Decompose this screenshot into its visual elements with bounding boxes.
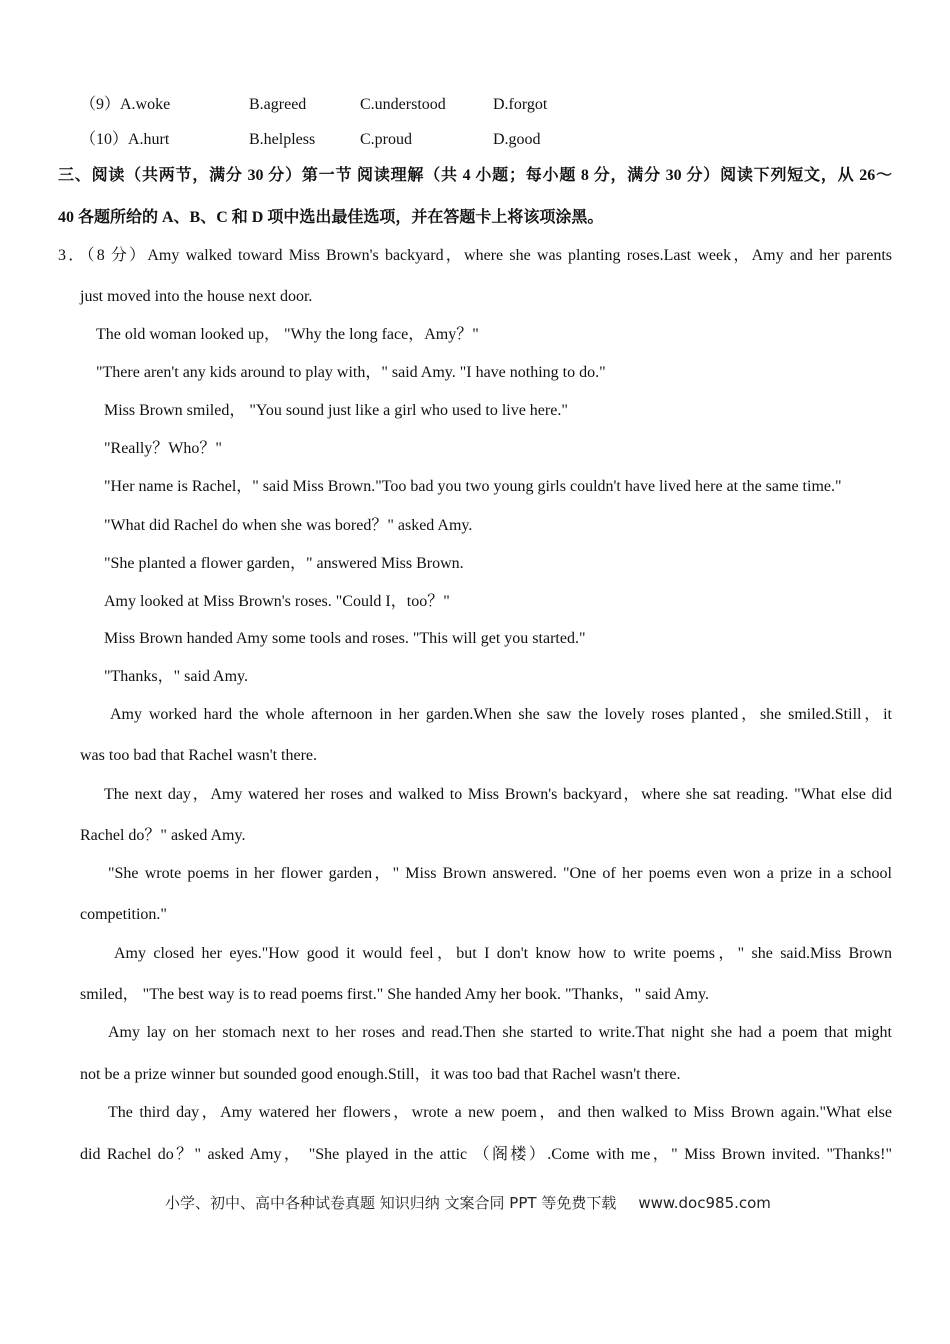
paragraph-8: Amy looked at Miss Brown's roses. "Could I，too？" bbox=[104, 593, 450, 610]
option-9-c: C.understood bbox=[360, 96, 446, 113]
section-heading bbox=[58, 166, 892, 186]
paragraph-12 bbox=[104, 785, 892, 805]
paragraph-15-line-1: Amy lay on her stomach next to her roses and read.Then she started to write.That night she had a poem that might bbox=[108, 1024, 892, 1041]
paragraph-1: The old woman looked up， "Why the long face，Amy？" bbox=[96, 326, 479, 343]
paragraph-13-line-2: competition." bbox=[80, 906, 167, 923]
paragraph-15 bbox=[108, 1023, 892, 1043]
option-10-c: C.proud bbox=[360, 131, 412, 148]
paragraph-3: Miss Brown smiled， "You sound just like a girl who used to live here." bbox=[104, 402, 568, 419]
section-heading-line-1: 三、阅读（共两节，满分 30 分）第一节 阅读理解（共 4 小题；每小题 8 分，满分 30 分）阅读下列短文，从 26～ bbox=[58, 167, 892, 184]
paragraph-15-line-2: not be a prize winner but sounded good enough.Still，it was too bad that Rachel wasn't there. bbox=[80, 1066, 681, 1083]
paragraph-12-line-2: Rachel do？" asked Amy. bbox=[80, 827, 246, 844]
paragraph-13-line-1: "She wrote poems in her flower garden，" Miss Brown answered. "One of her poems even won a prize in a school bbox=[108, 865, 892, 882]
paragraph-16-line-2: did Rachel do？" asked Amy， "She played in the attic （阁楼）.Come with me，" Miss Brown invited. "Thanks!" bbox=[80, 1146, 892, 1163]
paragraph-6: "What did Rachel do when she was bored？" asked Amy. bbox=[104, 517, 473, 534]
footer-url[interactable]: www.doc985.com bbox=[638, 1194, 771, 1212]
question-intro bbox=[58, 246, 892, 266]
option-9-d: D.forgot bbox=[493, 96, 548, 113]
paragraph-2: "There aren't any kids around to play with，" said Amy. "I have nothing to do." bbox=[96, 364, 606, 381]
footer-text: 小学、初中、高中各种试卷真题 知识归纳 文案合同 PPT 等免费下载 bbox=[165, 1194, 617, 1212]
option-9-b: B.agreed bbox=[249, 96, 307, 113]
option-10-d: D.good bbox=[493, 131, 541, 148]
option-10-a: （10）A.hurt bbox=[80, 131, 170, 148]
option-10-b: B.helpless bbox=[249, 131, 316, 148]
section-heading-line-2: 40 各题所给的 A、B、C 和 D 项中选出最佳选项，并在答题卡上将该项涂黑。 bbox=[58, 209, 604, 226]
paragraph-13 bbox=[108, 864, 892, 884]
paragraph-10: "Thanks，" said Amy. bbox=[104, 668, 249, 685]
page-footer bbox=[165, 1192, 771, 1213]
paragraph-9: Miss Brown handed Amy some tools and roses. "This will get you started." bbox=[104, 630, 586, 647]
paragraph-12-line-1: The next day，Amy watered her roses and walked to Miss Brown's backyard，where she sat reading. "What else did bbox=[104, 786, 892, 803]
paragraph-7: "She planted a flower garden，" answered Miss Brown. bbox=[104, 555, 464, 572]
paragraph-14 bbox=[114, 944, 892, 964]
question-line-1: 3．（8 分）Amy walked toward Miss Brown's backyard，where she was planting roses.Last week，Amy and her parents bbox=[58, 247, 892, 264]
paragraph-16-line-1: The third day，Amy watered her flowers，wrote a new poem，and then walked to Miss Brown again."What else bbox=[108, 1104, 892, 1121]
paragraph-14-line-2: smiled， "The best way is to read poems first." She handed Amy her book. "Thanks，" said Amy. bbox=[80, 986, 709, 1003]
paragraph-16 bbox=[108, 1103, 892, 1123]
paragraph-4: "Really？Who？" bbox=[104, 440, 222, 457]
paragraph-16b bbox=[80, 1145, 892, 1165]
question-line-2: just moved into the house next door. bbox=[80, 288, 313, 305]
option-9-a: （9）A.woke bbox=[80, 96, 171, 113]
paragraph-11-line-1: Amy worked hard the whole afternoon in her garden.When she saw the lovely roses planted，she smiled.Still，it bbox=[110, 706, 892, 723]
paragraph-5: "Her name is Rachel，" said Miss Brown."Too bad you two young girls couldn't have lived here at the same time." bbox=[104, 478, 842, 495]
paragraph-11-line-2: was too bad that Rachel wasn't there. bbox=[80, 747, 318, 764]
paragraph-11 bbox=[110, 705, 892, 725]
paragraph-14-line-1: Amy closed her eyes."How good it would feel，but I don't know how to write poems，" she said.Miss Brown bbox=[114, 945, 892, 962]
